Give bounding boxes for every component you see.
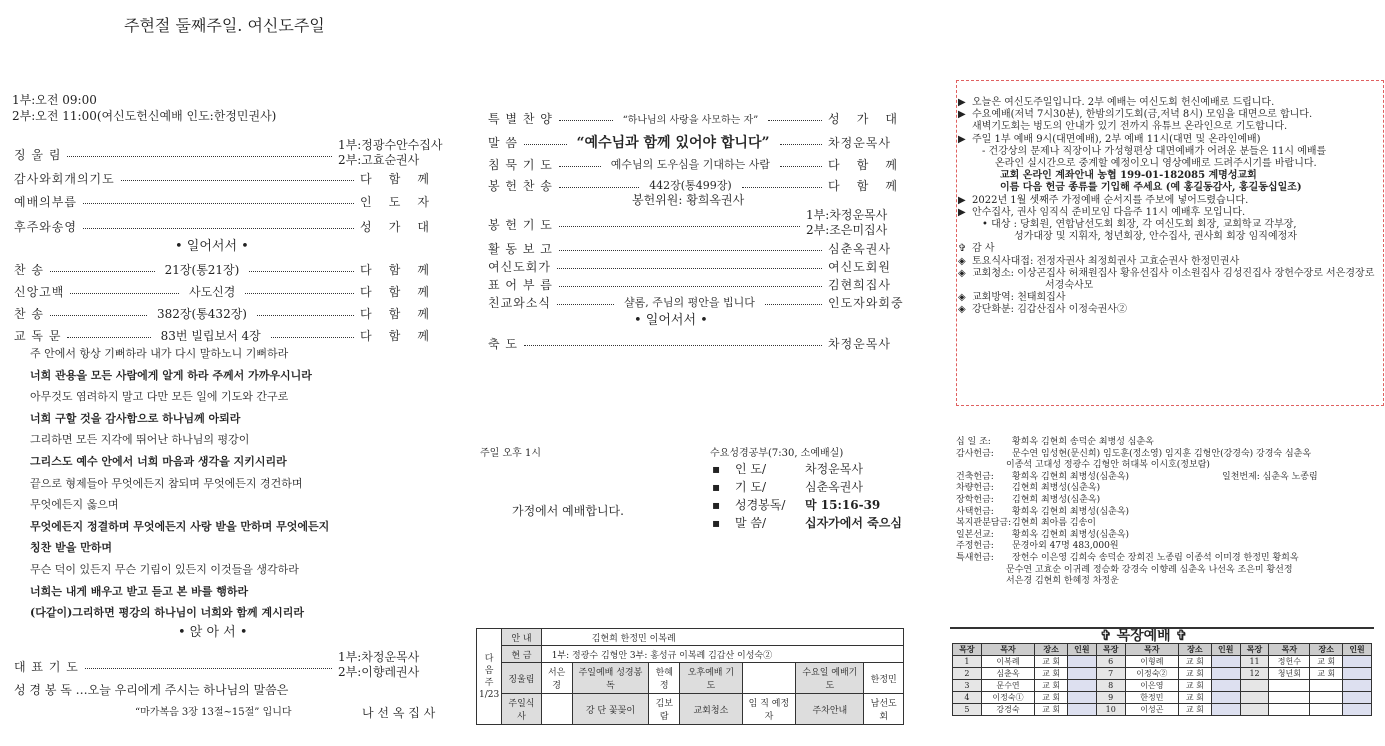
notice-text-3: 주일 1부 예배 9시(대면예배), 2부 예배 11시(대면 및 온라인예배) bbox=[972, 133, 1261, 145]
order-item-0-dots bbox=[50, 271, 155, 272]
guide-header: 안 내 bbox=[502, 629, 541, 646]
notice-text-6: 교회 온라인 계좌안내 농협 199-01-182085 계명성교회 bbox=[1000, 170, 1257, 182]
offering-prayer-r1: 1부:차정운목사 bbox=[806, 208, 888, 222]
special-hymn-right: 성 가 대 bbox=[828, 111, 898, 126]
mokjang-cell-0-3 bbox=[1067, 656, 1096, 668]
wed-bullet-2: ▪ bbox=[712, 498, 721, 512]
guide-value: 김현희 한정민 이복례 bbox=[541, 629, 903, 646]
sermon bbox=[488, 134, 898, 150]
mokjang-cell-2-6: 교 회 bbox=[1179, 680, 1212, 692]
mid-item-3-label: 친교와소식 bbox=[488, 295, 551, 310]
duty-table bbox=[476, 628, 904, 725]
notice-text-2: 새벽기도회는 벙도의 안내가 있기 전까지 유튜브 온라인으로 기도합니다. bbox=[972, 121, 1288, 133]
representative-prayer bbox=[14, 658, 338, 674]
offering-hymn bbox=[488, 177, 898, 193]
responsive-line-10: 무슨 덕이 있든지 무슨 기림이 있든지 이것들을 생각하라 bbox=[30, 563, 299, 576]
offering-key-9: 주정헌금: bbox=[956, 541, 994, 552]
responsive-line-4: 그리하면 모든 지각에 뛰어난 하나님의 평강이 bbox=[30, 433, 250, 447]
wed-key-2: 성경봉독/ bbox=[735, 498, 786, 512]
mid-item-3-dots2 bbox=[765, 304, 822, 305]
order-item-1-dots bbox=[70, 293, 179, 294]
mokjang-cell-3-2: 교 회 bbox=[1035, 692, 1068, 704]
duty-row-3-cell-3: 한혜정 bbox=[649, 663, 680, 694]
mokjang-cell-0-1: 이복례 bbox=[981, 656, 1034, 668]
offering-extra-3: 일천번제: 심춘옥 노종림 bbox=[1222, 471, 1318, 482]
order-item-2-mid: 382장(통432장) bbox=[157, 306, 247, 321]
mid-item-1-label: 여신도회가 bbox=[488, 259, 551, 274]
notice-bullet-9: ▶ bbox=[958, 206, 966, 218]
notice-bullet-17: ◈ bbox=[958, 304, 966, 316]
sermon-right: 차정운목사 bbox=[828, 135, 891, 150]
responsive-line-5: 그리스도 예수 안에서 너희 마음과 생각을 지키시리라 bbox=[30, 455, 287, 468]
notice-text-4: - 건강상의 문제나 직장이나 가성형편상 대면예배가 어려운 분들은 11시 예배를 bbox=[982, 145, 1327, 157]
notice-bullet-14: ◈ bbox=[958, 267, 966, 279]
special-hymn-dots bbox=[559, 120, 613, 121]
representative-prayer-r1: 1부:차정운목사 bbox=[338, 650, 420, 664]
order-item-1 bbox=[14, 283, 430, 299]
order-item-3 bbox=[14, 327, 430, 343]
order-item-2-dots bbox=[50, 315, 147, 316]
mokjang-header-4: 목장 bbox=[1096, 644, 1125, 656]
mokjang-cell-0-5: 이형례 bbox=[1125, 656, 1178, 668]
mokjang-header-3: 인원 bbox=[1067, 644, 1096, 656]
mokjang-cell-3-0: 4 bbox=[953, 692, 982, 704]
service-time-1: 1부:오전 09:00 bbox=[12, 93, 97, 107]
offering-key-0: 십 일 조: bbox=[956, 437, 991, 447]
call-to-worship bbox=[14, 193, 430, 209]
representative-prayer-r2: 2부:이향레권사 bbox=[338, 665, 420, 679]
mid-item-3-mid: 샬롬, 주님의 평안을 빕니다 bbox=[624, 296, 755, 309]
offering-key-1: 감사헌금: bbox=[956, 448, 994, 459]
special-hymn-mid: “하나님의 사랑을 사모하는 자” bbox=[622, 114, 759, 126]
mokjang-header-11: 인원 bbox=[1343, 644, 1372, 656]
afternoon-title: 주일 오후 1시 bbox=[480, 448, 542, 459]
mid-item-1 bbox=[488, 258, 898, 274]
mokjang-header-0: 목장 bbox=[953, 644, 982, 656]
mokjang-cell-2-11 bbox=[1343, 680, 1372, 692]
mokjang-header-1: 목자 bbox=[981, 644, 1034, 656]
mid-item-2-right: 김현희집사 bbox=[828, 277, 891, 292]
call-to-worship-label: 예배의부름 bbox=[14, 194, 77, 209]
mokjang-row-4 bbox=[953, 704, 1372, 716]
order-item-0-mid: 21장(통21장) bbox=[164, 262, 240, 277]
mokjang-cell-1-4: 7 bbox=[1096, 668, 1125, 680]
responsive-line-7: 무엇에든지 옳으며 bbox=[30, 498, 119, 512]
notice-bullet-16: ◈ bbox=[958, 292, 966, 304]
mokjang-header-8: 목장 bbox=[1240, 644, 1269, 656]
duty-row-4-cell-2: 강 단 꽃꽂이 bbox=[572, 694, 649, 725]
mokjang-cell-0-4: 6 bbox=[1096, 656, 1125, 668]
mokjang-cell-3-1: 이정숙① bbox=[981, 692, 1034, 704]
mokjang-rule bbox=[950, 627, 1374, 629]
mokjang-title: ✞ 목장예배 ✞ bbox=[1100, 628, 1188, 644]
mokjang-cell-4-6: 교 회 bbox=[1179, 704, 1212, 716]
order-item-0-label: 찬 송 bbox=[14, 262, 44, 277]
mokjang-cell-2-2: 교 회 bbox=[1035, 680, 1068, 692]
silent-prayer-dots bbox=[559, 166, 601, 167]
responsive-line-3: 너희 구할 것을 감사함으로 하나님께 아뢰라 bbox=[30, 411, 241, 425]
mid-item-0-right: 심춘옥권사 bbox=[828, 241, 891, 256]
confession-prayer-right: 다 함 께 bbox=[360, 171, 430, 186]
sermon-mid: “예수님과 함께 있어야 합니다” bbox=[576, 135, 770, 151]
duty-row-3-cell-0: 징울림 bbox=[502, 663, 541, 694]
duty-row-3-cell-1: 서은경 bbox=[541, 663, 572, 694]
ring-bell-r2: 2부:고효순권사 bbox=[338, 153, 420, 167]
mokjang-cell-3-3 bbox=[1067, 692, 1096, 704]
duty-row-4-cell-1 bbox=[541, 694, 572, 725]
mokjang-cell-3-10 bbox=[1310, 692, 1343, 704]
notice-bullet-1: ▶ bbox=[958, 109, 966, 121]
wed-key-0: 인 도/ bbox=[735, 462, 767, 476]
special-hymn-label: 특 별 찬 양 bbox=[488, 111, 553, 126]
mokjang-cell-4-3 bbox=[1067, 704, 1096, 716]
notice-text-16: 교회방역: 천태희집사 bbox=[972, 292, 1066, 304]
ring-bell-r1: 1부:정광수안수집사 bbox=[338, 138, 443, 152]
mokjang-cell-3-9 bbox=[1269, 692, 1310, 704]
order-item-2-dots2 bbox=[257, 315, 354, 316]
offering-val-2: 이종석 고대성 정광수 김형안 허대복 이시호(정보람) bbox=[1006, 460, 1210, 471]
order-item-2-right: 다 함 께 bbox=[360, 306, 431, 321]
duty-row-3-cell-2: 주일예배 성경봉독 bbox=[572, 663, 649, 694]
offering-val-12: 서은경 김현희 한혜정 차정운 bbox=[1006, 576, 1119, 587]
ring-bell bbox=[14, 146, 338, 162]
notice-text-5: 온라인 실시간으로 중계할 예정이오니 영상예배로 드려주시기를 바랍니다. bbox=[995, 158, 1317, 169]
notice-text-7: 이름 다음 헌금 종류를 기입해 주세요 (예 홍길동감사, 홍길동십일조) bbox=[1000, 182, 1302, 194]
silent-prayer-dots2 bbox=[780, 166, 822, 167]
responsive-line-0: 주 안에서 항상 기뻐하라 내가 다시 말하노니 기뻐하라 bbox=[30, 347, 289, 360]
offering-val-4: 김현희 최병성(심춘옥) bbox=[1012, 483, 1101, 494]
duty-row-4-cell-3: 김보람 bbox=[649, 694, 680, 725]
offering-val-8: 황희옥 김현희 최병성(심춘옥) bbox=[1012, 529, 1130, 540]
call-to-worship-dots bbox=[83, 203, 354, 204]
duty-row-4-cell-4: 교회청소 bbox=[680, 694, 742, 725]
mokjang-cell-4-9 bbox=[1269, 704, 1310, 716]
wed-bullet-3: ▪ bbox=[712, 516, 721, 530]
afternoon-text: 가정에서 예배합니다. bbox=[512, 504, 624, 518]
notice-text-15: 서경숙사모 bbox=[1045, 280, 1094, 291]
mid-item-0-dots bbox=[559, 250, 822, 251]
mokjang-cell-1-2: 교 회 bbox=[1035, 668, 1068, 680]
responsive-line-8: 무엇에든지 정결하며 무엇에든지 사랑 받을 만하며 무엇에든지 bbox=[30, 519, 330, 533]
order-item-3-label: 교 독 문 bbox=[14, 328, 62, 343]
mokjang-cell-4-0: 5 bbox=[953, 704, 982, 716]
responsive-line-6: 끝으로 형제들아 무엇에든지 참되며 무엇에든지 경건하며 bbox=[30, 476, 303, 490]
responsive-line-11: 너희는 내게 배우고 받고 듣고 본 바를 행하라 bbox=[30, 584, 249, 598]
mid-item-2-label: 표 어 부 름 bbox=[488, 277, 553, 292]
mid-item-1-right: 여신도회원 bbox=[828, 259, 891, 274]
order-item-3-dots2 bbox=[271, 337, 354, 338]
mokjang-cell-4-8 bbox=[1240, 704, 1269, 716]
stand-up-1: • 일어서서 • bbox=[175, 239, 249, 254]
duty-row-3-cell-4: 오후예배 기 도 bbox=[680, 663, 742, 694]
offering-hymn-dots2 bbox=[742, 187, 822, 188]
mokjang-cell-4-11 bbox=[1343, 704, 1372, 716]
representative-prayer-dots bbox=[85, 668, 332, 669]
offering-header: 현 금 bbox=[502, 646, 541, 663]
order-item-3-mid: 83번 빌립보서 4장 bbox=[160, 328, 261, 343]
benediction bbox=[488, 335, 898, 351]
offering-prayer-label: 봉 헌 기 도 bbox=[488, 217, 553, 232]
order-item-2-label: 찬 송 bbox=[14, 306, 44, 321]
notice-text-8: 2022년 1월 셋째주 가정예배 순서지를 주보에 넣어드렸습니다. bbox=[972, 194, 1249, 206]
wed-val-1: 심춘옥권사 bbox=[805, 480, 863, 494]
wed-key-1: 기 도/ bbox=[735, 480, 767, 494]
offering-key-8: 일본선교: bbox=[956, 529, 994, 540]
mokjang-cell-3-8 bbox=[1240, 692, 1269, 704]
mokjang-cell-1-8: 12 bbox=[1240, 668, 1269, 680]
mokjang-cell-0-2: 교 회 bbox=[1035, 656, 1068, 668]
duty-row-4 bbox=[477, 694, 904, 725]
mid-item-2 bbox=[488, 276, 898, 292]
mokjang-row-0 bbox=[953, 656, 1372, 668]
order-item-1-mid: 사도신경 bbox=[189, 284, 236, 299]
offering-val-10: 장헌수 이은영 김희숙 송덕순 장희진 노종림 이종석 이미경 한정민 황희옥 bbox=[1012, 553, 1299, 563]
mokjang-cell-2-4: 8 bbox=[1096, 680, 1125, 692]
offering-val-1: 문수연 임성현(문신희) 임도훈(정소영) 임지훈 김형안(강경숙) 강경숙 심춘옥 bbox=[1012, 448, 1312, 459]
mokjang-cell-1-1: 심춘옥 bbox=[981, 668, 1034, 680]
notice-bullet-13: ◈ bbox=[958, 255, 966, 267]
mokjang-cell-2-8 bbox=[1240, 680, 1269, 692]
notice-text-17: 강단화분: 김갑산집사 이정숙권사② bbox=[972, 304, 1127, 316]
order-item-1-right: 다 함 께 bbox=[360, 284, 430, 299]
offering-prayer-r2: 2부:조은미집사 bbox=[806, 223, 888, 237]
wed-key-3: 말 씀/ bbox=[735, 516, 767, 530]
mokjang-header-6: 장소 bbox=[1179, 644, 1212, 656]
mokjang-cell-2-3 bbox=[1067, 680, 1096, 692]
wed-val-3: 십자가에서 죽으심 bbox=[805, 516, 902, 530]
responsive-line-9: 칭찬 받을 만하며 bbox=[30, 541, 113, 555]
duty-row-4-cell-5: 임 직 예정자 bbox=[742, 694, 796, 725]
mokjang-cell-2-0: 3 bbox=[953, 680, 982, 692]
benediction-right: 차정운목사 bbox=[828, 336, 891, 351]
mokjang-cell-4-4: 10 bbox=[1096, 704, 1125, 716]
responsive-line-1: 너희 관용을 모든 사람에게 알게 하라 주께서 가까우시니라 bbox=[30, 368, 312, 382]
offering-hymn-dots bbox=[559, 187, 639, 188]
offering-key-7: 복지관분담금: bbox=[956, 518, 1012, 529]
mokjang-cell-0-10: 교 회 bbox=[1310, 656, 1343, 668]
order-item-0-dots2 bbox=[249, 271, 354, 272]
offering-val-9: 문경아외 47명 483,000원 bbox=[1012, 541, 1119, 552]
ring-bell-dots bbox=[67, 156, 332, 157]
mid-item-2-dots bbox=[559, 286, 822, 287]
mokjang-cell-0-6: 교 회 bbox=[1179, 656, 1212, 668]
order-item-1-label: 신앙고백 bbox=[14, 284, 65, 299]
duty-row-4-cell-0: 주일식사 bbox=[502, 694, 541, 725]
confession-prayer-dots bbox=[121, 180, 354, 181]
mokjang-cell-1-7 bbox=[1211, 668, 1240, 680]
mokjang-cell-3-4: 9 bbox=[1096, 692, 1125, 704]
mokjang-row-2 bbox=[953, 680, 1372, 692]
notice-text-11: 성가대장 및 지휘자, 청년회장, 안수집사, 권사회 회장 임직예정자 bbox=[1014, 231, 1297, 243]
offering-prayer bbox=[488, 216, 806, 232]
offering-key-6: 사택헌금: bbox=[956, 506, 994, 517]
mid-item-1-dots bbox=[557, 268, 822, 269]
mokjang-header-row bbox=[953, 644, 1372, 656]
mokjang-cell-2-5: 이은영 bbox=[1125, 680, 1178, 692]
notice-text-1: 수요예배(저녁 7시30분), 한밤의기도회(금,저녁 8시) 모임을 대면으로 합니다. bbox=[972, 109, 1313, 121]
mokjang-cell-1-3 bbox=[1067, 668, 1096, 680]
offering-val-11: 문수연 고효순 이귀례 정승화 강경숙 이향례 심춘옥 나선옥 조은미 황선정 bbox=[1006, 564, 1293, 575]
offering-key-10: 특새헌금: bbox=[956, 553, 994, 563]
mokjang-header-10: 장소 bbox=[1310, 644, 1343, 656]
doxology bbox=[14, 218, 430, 234]
notice-text-13: 토요식사대접: 전정자권사 최정희권사 고효순권사 한정민권사 bbox=[972, 255, 1240, 267]
sermon-dots2 bbox=[780, 144, 823, 145]
notice-text-12: 감 사 bbox=[972, 243, 995, 255]
mokjang-cell-0-7 bbox=[1211, 656, 1240, 668]
offering-key-5: 장학헌금: bbox=[956, 495, 994, 505]
silent-prayer-label: 침 묵 기 도 bbox=[488, 157, 553, 172]
mokjang-cell-4-5: 이성곤 bbox=[1125, 704, 1178, 716]
mokjang-header-5: 목자 bbox=[1125, 644, 1178, 656]
silent-prayer bbox=[488, 156, 898, 172]
silent-prayer-mid: 예수님의 도우심을 기대하는 사람 bbox=[610, 158, 771, 171]
scripture-reader: 나 선 옥 집 사 bbox=[362, 706, 436, 720]
mokjang-cell-3-5: 한정민 bbox=[1125, 692, 1178, 704]
notice-text-10: • 대상 : 당회원, 연합남선도회 회장, 각 여신도회 회장, 교회학교 각부장, bbox=[982, 219, 1297, 230]
mokjang-cell-1-6: 교 회 bbox=[1179, 668, 1212, 680]
duty-row-4-cell-7: 남선도회 bbox=[864, 694, 904, 725]
duty-row-3 bbox=[477, 663, 904, 694]
responsive-line-12: (다같이)그리하면 평강의 하나님이 너희와 함께 계시리라 bbox=[30, 606, 304, 620]
notice-bullet-0: ▶ bbox=[958, 97, 966, 108]
scripture-reading: 성 경 봉 독 …오늘 우리에게 주시는 하나님의 말씀은 bbox=[14, 683, 289, 697]
next-week-label: 다 음 주 1/23 bbox=[477, 629, 502, 725]
mokjang-cell-1-0: 2 bbox=[953, 668, 982, 680]
offering-val-0: 황희옥 김현희 송덕순 최병성 심춘옥 bbox=[1012, 437, 1154, 447]
mokjang-cell-3-11 bbox=[1343, 692, 1372, 704]
offering-member: 봉헌위원: 황희옥권사 bbox=[632, 193, 745, 207]
order-item-3-dots bbox=[67, 337, 150, 338]
duty-row-3-cell-7: 한정민 bbox=[864, 663, 904, 694]
offering-val-6: 황희옥 김현희 최병성(심춘옥) bbox=[1012, 506, 1130, 517]
mid-item-3 bbox=[488, 294, 904, 310]
scripture-ref: “마가복음 3장 13절~15절” 입니다 bbox=[135, 707, 292, 718]
mokjang-cell-1-5: 이정숙② bbox=[1125, 668, 1178, 680]
stand-up-2: • 일어서서 • bbox=[634, 313, 708, 328]
notice-text-0: 오늘은 여신도주일입니다. 2부 예배는 여신도회 헌신예배로 드립니다. bbox=[972, 97, 1275, 108]
representative-prayer-label: 대 표 기 도 bbox=[14, 659, 79, 674]
wed-bullet-1: ▪ bbox=[712, 480, 721, 494]
wednesday-title: 수요성경공부(7:30, 소예배실) bbox=[710, 448, 844, 459]
duty-row-4-cell-6: 주차안내 bbox=[796, 694, 864, 725]
mokjang-cell-0-9: 정헌수 bbox=[1269, 656, 1310, 668]
call-to-worship-right: 인 도 자 bbox=[360, 194, 430, 209]
wed-val-2: 막 15:16-39 bbox=[805, 498, 881, 512]
duty-row-3-cell-6: 수요일 예배기도 bbox=[796, 663, 864, 694]
special-hymn-dots2 bbox=[768, 120, 822, 121]
order-item-0 bbox=[14, 261, 430, 277]
doxology-right: 성 가 대 bbox=[360, 219, 430, 234]
offering-hymn-mid: 442장(통499장) bbox=[649, 179, 732, 192]
confession-prayer bbox=[14, 170, 430, 186]
offering-hymn-label: 봉 헌 찬 송 bbox=[488, 178, 553, 193]
offering-val-5: 김현희 최병성(심춘옥) bbox=[1012, 495, 1101, 505]
special-hymn bbox=[488, 110, 898, 126]
offering-prayer-dots bbox=[559, 226, 800, 227]
mid-item-3-right: 인도자와회중 bbox=[828, 295, 904, 310]
mokjang-cell-3-7 bbox=[1211, 692, 1240, 704]
notice-text-9: 안수집사, 권사 임직식 준비모임 다음주 11시 예배후 모입니다. bbox=[972, 206, 1246, 218]
mokjang-cell-2-7 bbox=[1211, 680, 1240, 692]
doxology-label: 후주와송영 bbox=[14, 219, 77, 234]
wed-bullet-0: ▪ bbox=[712, 462, 721, 476]
silent-prayer-right: 다 함 께 bbox=[828, 157, 899, 172]
page-title: 주현절 둘째주일. 여신도주일 bbox=[124, 16, 325, 35]
mokjang-cell-2-9 bbox=[1269, 680, 1310, 692]
service-time-2: 2부:오전 11:00(여신도헌신예배 인도:한정민권사) bbox=[12, 109, 277, 123]
mokjang-table bbox=[952, 643, 1372, 716]
mokjang-cell-1-11 bbox=[1343, 668, 1372, 680]
offering-value: 1부: 정광수 김형안 3부: 홍성규 이복례 김갑산 이성숙② bbox=[541, 646, 903, 663]
order-item-1-dots2 bbox=[245, 293, 354, 294]
order-item-2 bbox=[14, 305, 430, 321]
duty-row-3-cell-5 bbox=[742, 663, 796, 694]
order-item-3-right: 다 함 께 bbox=[360, 328, 430, 343]
mokjang-cell-3-6: 교 회 bbox=[1179, 692, 1212, 704]
confession-prayer-label: 감사와회개의기도 bbox=[14, 171, 115, 186]
mokjang-cell-2-10 bbox=[1310, 680, 1343, 692]
notice-bullet-3: ▶ bbox=[958, 133, 966, 145]
mokjang-cell-4-7 bbox=[1211, 704, 1240, 716]
doxology-dots bbox=[83, 228, 354, 229]
mokjang-row-1 bbox=[953, 668, 1372, 680]
mokjang-cell-0-11 bbox=[1343, 656, 1372, 668]
offering-key-4: 차량헌금: bbox=[956, 483, 994, 494]
notice-text-14: 교회청소: 이상곤집사 허채원집사 황유선집사 이소원집사 김성진집사 장헌수장로 서은경장로 bbox=[972, 267, 1375, 279]
mokjang-header-9: 목자 bbox=[1269, 644, 1310, 656]
mokjang-cell-4-10 bbox=[1310, 704, 1343, 716]
offering-hymn-right: 다 함 께 bbox=[828, 178, 899, 193]
notice-bullet-8: ▶ bbox=[958, 194, 966, 206]
wed-val-0: 차정운목사 bbox=[805, 462, 863, 476]
mokjang-cell-1-9: 청년회 bbox=[1269, 668, 1310, 680]
mokjang-cell-0-8: 11 bbox=[1240, 656, 1269, 668]
mokjang-cell-1-10: 교 회 bbox=[1310, 668, 1343, 680]
mokjang-cell-2-1: 문수연 bbox=[981, 680, 1034, 692]
sermon-dots bbox=[524, 144, 567, 145]
benediction-dots bbox=[524, 345, 822, 346]
mokjang-row-3 bbox=[953, 692, 1372, 704]
mokjang-cell-4-1: 강경숙 bbox=[981, 704, 1034, 716]
mid-item-0-label: 활 동 보 고 bbox=[488, 241, 553, 256]
mokjang-header-2: 장소 bbox=[1035, 644, 1068, 656]
mokjang-cell-0-0: 1 bbox=[953, 656, 982, 668]
mid-item-3-dots bbox=[557, 304, 614, 305]
benediction-label: 축 도 bbox=[488, 336, 518, 351]
notice-bullet-12: ✞ bbox=[958, 243, 967, 255]
offering-key-3: 건축헌금: bbox=[956, 471, 994, 482]
order-item-0-right: 다 함 께 bbox=[360, 262, 430, 277]
offering-val-7: 김현희 최아름 김송이 bbox=[1012, 518, 1096, 529]
ring-bell-label: 징 울 림 bbox=[14, 147, 62, 162]
mid-item-0 bbox=[488, 240, 898, 256]
mokjang-header-7: 인원 bbox=[1211, 644, 1240, 656]
sit-down: • 앉 아 서 • bbox=[178, 625, 248, 640]
sermon-label: 말 씀 bbox=[488, 135, 518, 150]
offering-val-3: 황희옥 김현희 최병성(심춘옥) bbox=[1012, 471, 1130, 482]
mokjang-cell-4-2: 교 회 bbox=[1035, 704, 1068, 716]
responsive-line-2: 아무것도 염려하지 말고 다만 모든 일에 기도와 간구로 bbox=[30, 390, 289, 404]
